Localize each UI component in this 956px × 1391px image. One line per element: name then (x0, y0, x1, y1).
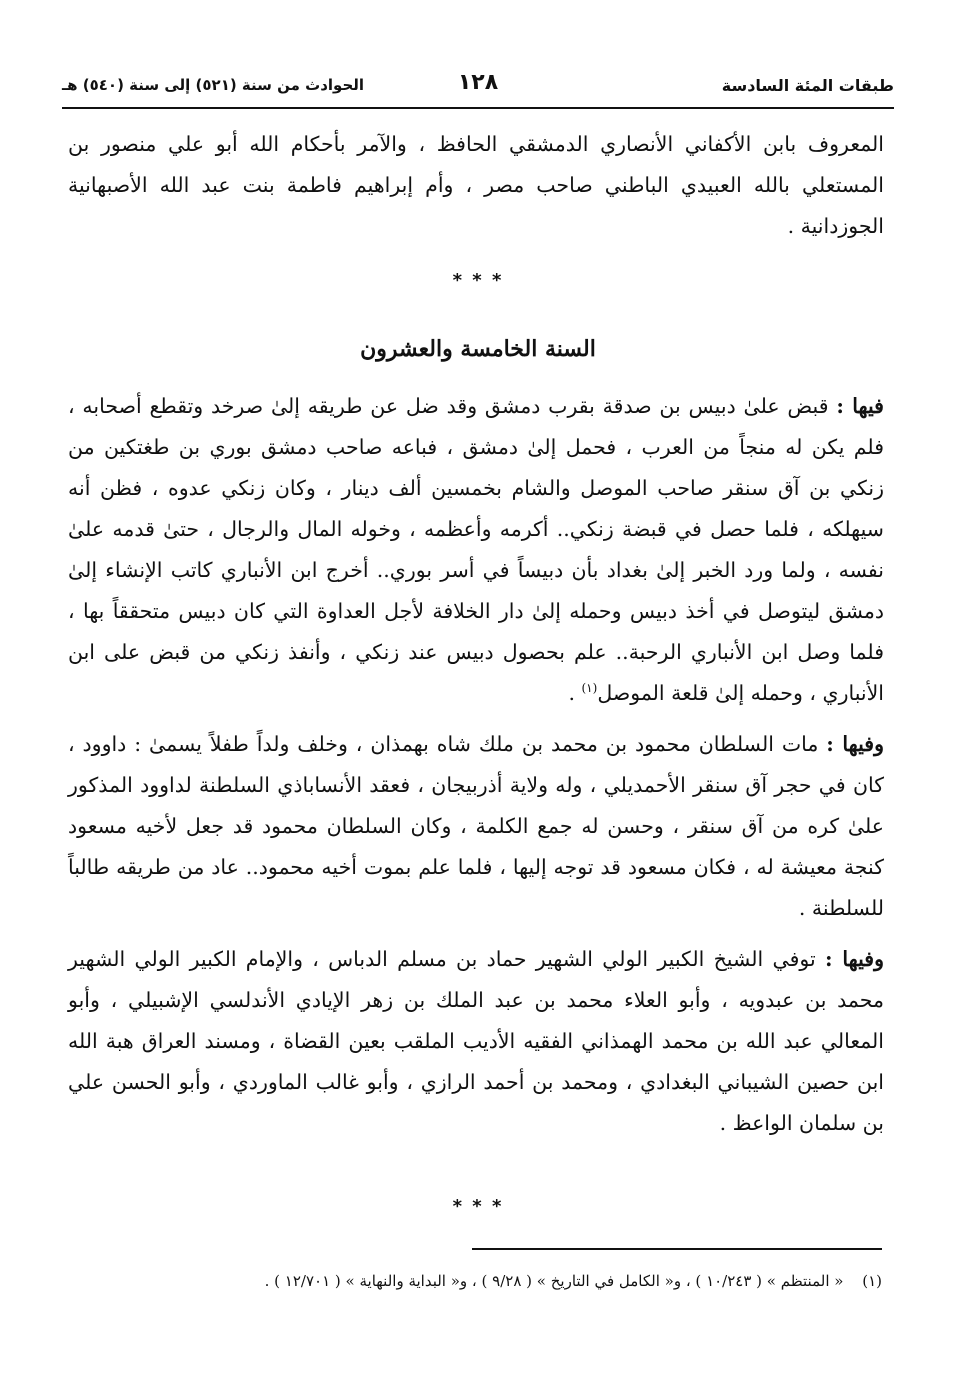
footnote-ref[interactable]: (١) (581, 681, 598, 696)
paragraph (68, 724, 884, 929)
paragraph-text: توفي الشيخ الكبير الولي الشهير حماد بن مسلم الدباس ، والإمام الكبير الولي الشهير محمد بن عبدويه ، وأبو العلاء محمد بن عبد الملك بن زهر الإيادي الأندلسي الإشبيلي ، وأبو المعالي عبد الله بن محمد الهمذاني الفقيه الأديب الملقب بعين القضاة ، ومسند العراق هبة الله ابن حصين الشيباني البغدادي ، ومحمد بن أحمد الرازي ، وأبو غالب الماوردي ، وأبو الحسن علي بن سلمان الواعظ . (68, 947, 884, 1135)
header-book-title: طبقات المئة السادسة (721, 76, 894, 95)
header-page-number: ١٢٨ (457, 70, 499, 95)
header-divider (62, 107, 894, 109)
separator-stars-end: * * * (452, 1196, 504, 1217)
paragraph (68, 386, 884, 714)
footnote-text: « المنتظم » ( ١٠/٢٤٣ ) ، و« الكامل في التاريخ » ( ٩/٢٨ ) ، و« البداية والنهاية » ( ١٢/٧٠١ ) . (264, 1272, 844, 1290)
page-header (62, 70, 894, 104)
paragraph-lead: وفيها : (824, 947, 884, 971)
paragraph-lead: فيها : (836, 394, 884, 418)
header-range: الحوادث من سنة (٥٢١) إلى سنة (٥٤٠) هـ (62, 76, 365, 94)
paragraph-lead: وفيها : (826, 732, 884, 756)
intro-line: المعروف بابن الأكفاني الأنصاري الدمشقي الحافظ ، والآمر بأحكام الله أبو علي منصور بن (68, 132, 884, 156)
paragraph-text: مات السلطان محمود بن محمد بن ملك شاه بهمذان ، وخلف ولداً طفلاً يسمىٰ : داوود ، كان في حجر آق سنقر الأحمديلي ، وله ولاية أذربيجان ، فعقد الأنساباذي السلطنة لداوود المذكور علىٰ كره من آق سنقر ، وحسن له جمع الكلمة ، وكان السلطان محمود قد جعل لأخيه مسعود كنجة معيشة له ، فكان مسعود قد توجه إليها ، فلما علم بموت أخيه محمود.. عاد من طريقه طالباً للسلطنة . (68, 732, 884, 920)
intro-block (68, 124, 884, 247)
intro-line: المستعلي بالله العبيدي الباطني صاحب مصر ، وأم إبراهيم فاطمة بنت عبد الله الأصبهانية (68, 173, 884, 197)
footnote (150, 1270, 882, 1292)
main-text (68, 386, 884, 1144)
intro-line: الجوزدانية . (787, 214, 884, 238)
section-title: السنة الخامسة والعشرون (360, 336, 596, 362)
paragraph-tail: . (568, 681, 582, 705)
footnote-divider (472, 1248, 882, 1250)
paragraph-text: قبض علىٰ دبيس بن صدقة بقرب دمشق وقد ضل عن طريقه إلىٰ صرخد وتقطع أصحابه ، فلم يكن له منجاً من العرب ، فحمل إلىٰ دمشق ، فباعه صاحب دمشق بوري بن طغتكين من زنكي بن آق سنقر صاحب الموصل والشام بخمسين ألف دينار ، وكان زنكي عدوه ، فظن أنه سيهلكه ، فلما حصل في قبضة زنكي.. أكرمه وأعظمه ، وخوله المال والرجال ، حتىٰ قدمه علىٰ نفسه ، ولما ورد الخبر إلىٰ بغداد بأن دبيساً في أسر بوري.. أخرج ابن الأنباري كاتب الإنشاء إلىٰ دمشق ليتوصل في أخذ دبيس وحمله إلىٰ دار الخلافة لأجل العداوة التي كان دبيس متحققاً بها ، فلما وصل ابن الأنباري الرحبة.. علم بحصول دبيس عند زنكي ، وأنفذ زنكي من قبض على ابن الأنباري ، وحمله إلىٰ قلعة الموصل (68, 394, 884, 705)
paragraph (68, 939, 884, 1144)
separator-stars: * * * (452, 270, 504, 291)
footnote-number: (١) (862, 1272, 882, 1290)
